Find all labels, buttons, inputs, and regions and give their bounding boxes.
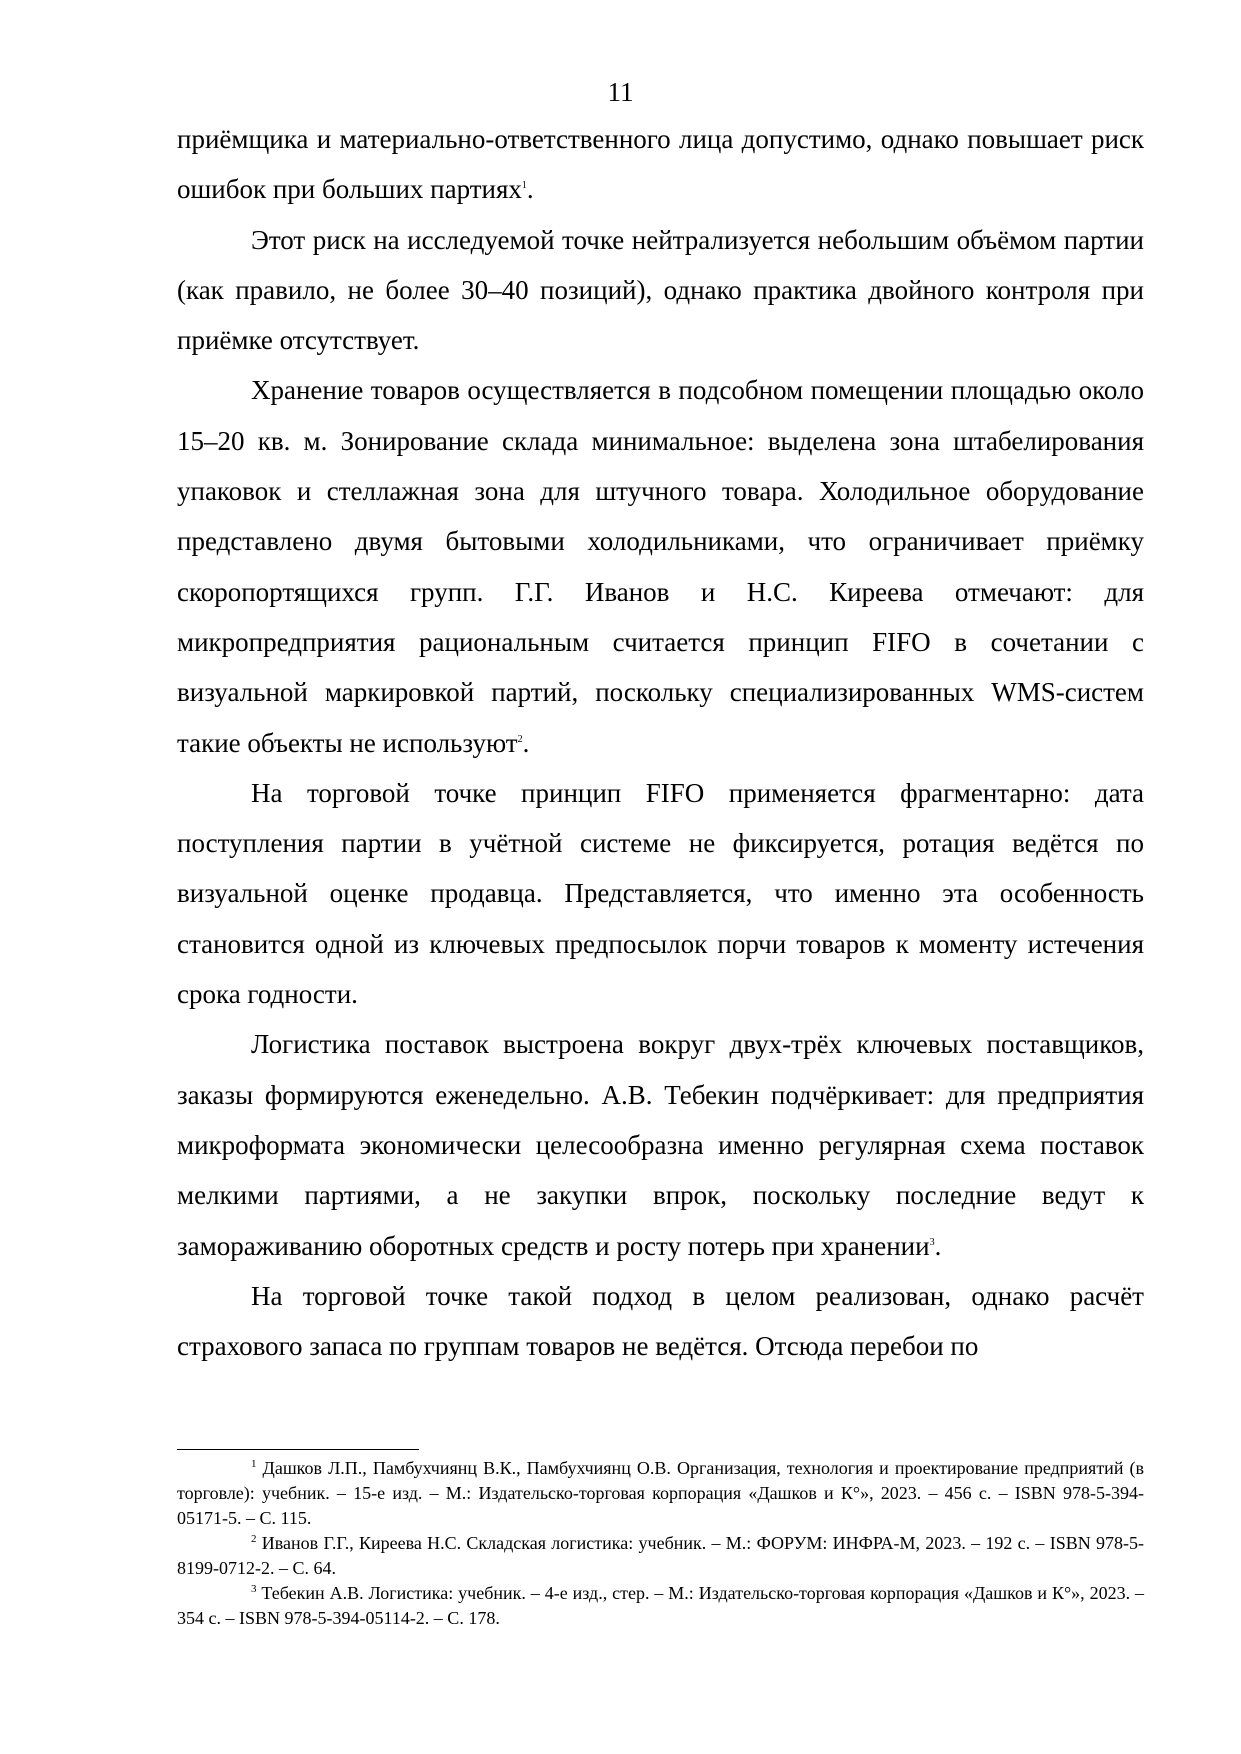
footnote-reference: 1: [521, 180, 527, 192]
paragraph-tail: .: [526, 174, 534, 205]
paragraph-text: приёмщика и материально-ответственного лица допустимо, однако повышает риск ошибок при больших партиях: [177, 124, 1144, 205]
page-number: 11: [607, 77, 634, 107]
paragraph: [177, 215, 1144, 366]
paragraph: [177, 114, 1144, 215]
footnote-text: Дашков Л.П., Памбухчиянц В.К., Памбухчиянц О.В. Организация, технология и проектирование предприятий (в торговле): учебник. – 15-е изд. – М.: Издательско-торговая корпорация «Дашков и К°», 2023. – 456 с. – ISBN 978-5-394-05171-5. – С. 115.: [177, 1458, 1144, 1528]
footnote-number: 1: [251, 1458, 257, 1470]
footnotes: [177, 1456, 1144, 1631]
paragraph: [177, 768, 1144, 1019]
paragraph-tail: .: [522, 727, 530, 758]
paragraph-text: На торговой точке такой подход в целом реализован, однако расчёт страхового запаса по группам товаров не ведётся. Отсюда перебои по: [177, 1280, 1144, 1362]
footnote-number: 3: [251, 1583, 257, 1595]
footnote-reference: 2: [517, 733, 523, 745]
footnote: [177, 1581, 1144, 1631]
paragraph-text: Этот риск на исследуемой точке нейтрализуется небольшим объёмом партии (как правило, не более 30–40 позиций), однако практика двойного контроля при приёмке отсутствует.: [177, 224, 1144, 356]
paragraph: [177, 365, 1144, 767]
main-text: [177, 114, 1144, 1371]
footnote-text: Иванов Г.Г., Киреева Н.С. Складская логистика: учебник. – М.: ФОРУМ: ИНФРА-М, 2023. – 192 с. – ISBN 978-5-8199-0712-2. – С. 64.: [177, 1533, 1144, 1578]
footnote-reference: 3: [929, 1236, 935, 1248]
paragraph-text: Логистика поставок выстроена вокруг двух-трёх ключевых поставщиков, заказы формируются еженедельно. А.В. Тебекин подчёркивает: для предприятия микроформата экономически целесообразна именно регулярная схема поставок мелкими партиями, а не закупки впрок, поскольку последние ведут к замораживанию оборотных средств и росту потерь при хранении: [177, 1029, 1144, 1261]
paragraph-text: На торговой точке принцип FIFO применяется фрагментарно: дата поступления партии в учётной системе не фиксируется, ротация ведётся по визуальной оценке продавца. Представляется, что именно эта особенность становится одной из ключевых предпосылок порчи товаров к моменту истечения срока годности.: [177, 777, 1144, 1010]
paragraph-tail: .: [934, 1230, 942, 1261]
footnote: [177, 1456, 1144, 1531]
footnote: [177, 1531, 1144, 1581]
footnote-text: Тебекин А.В. Логистика: учебник. – 4-е изд., стер. – М.: Издательско-торговая корпорация «Дашков и К°», 2023. – 354 с. – ISBN 978-5-394-05114-2. – С. 178.: [177, 1583, 1144, 1628]
paragraph: [177, 1019, 1144, 1270]
footnote-separator: [177, 1449, 419, 1450]
paragraph-text: Хранение товаров осуществляется в подсобном помещении площадью около 15–20 кв. м. Зонирование склада минимальное: выделена зона штабелирования упаковок и стеллажная зона для штучного товара. Холодильное оборудование представлено двумя бытовыми холодильниками, что ограничивает приёмку скоропортящихся групп. Г.Г. Иванов и Н.С. Киреева отмечают: для микропредприятия рациональным считается принцип FIFO в сочетании с визуальной маркировкой партий, поскольку специализированных WMS-систем такие объекты не используют: [177, 375, 1144, 758]
paragraph: [177, 1271, 1144, 1372]
footnote-number: 2: [251, 1533, 257, 1545]
